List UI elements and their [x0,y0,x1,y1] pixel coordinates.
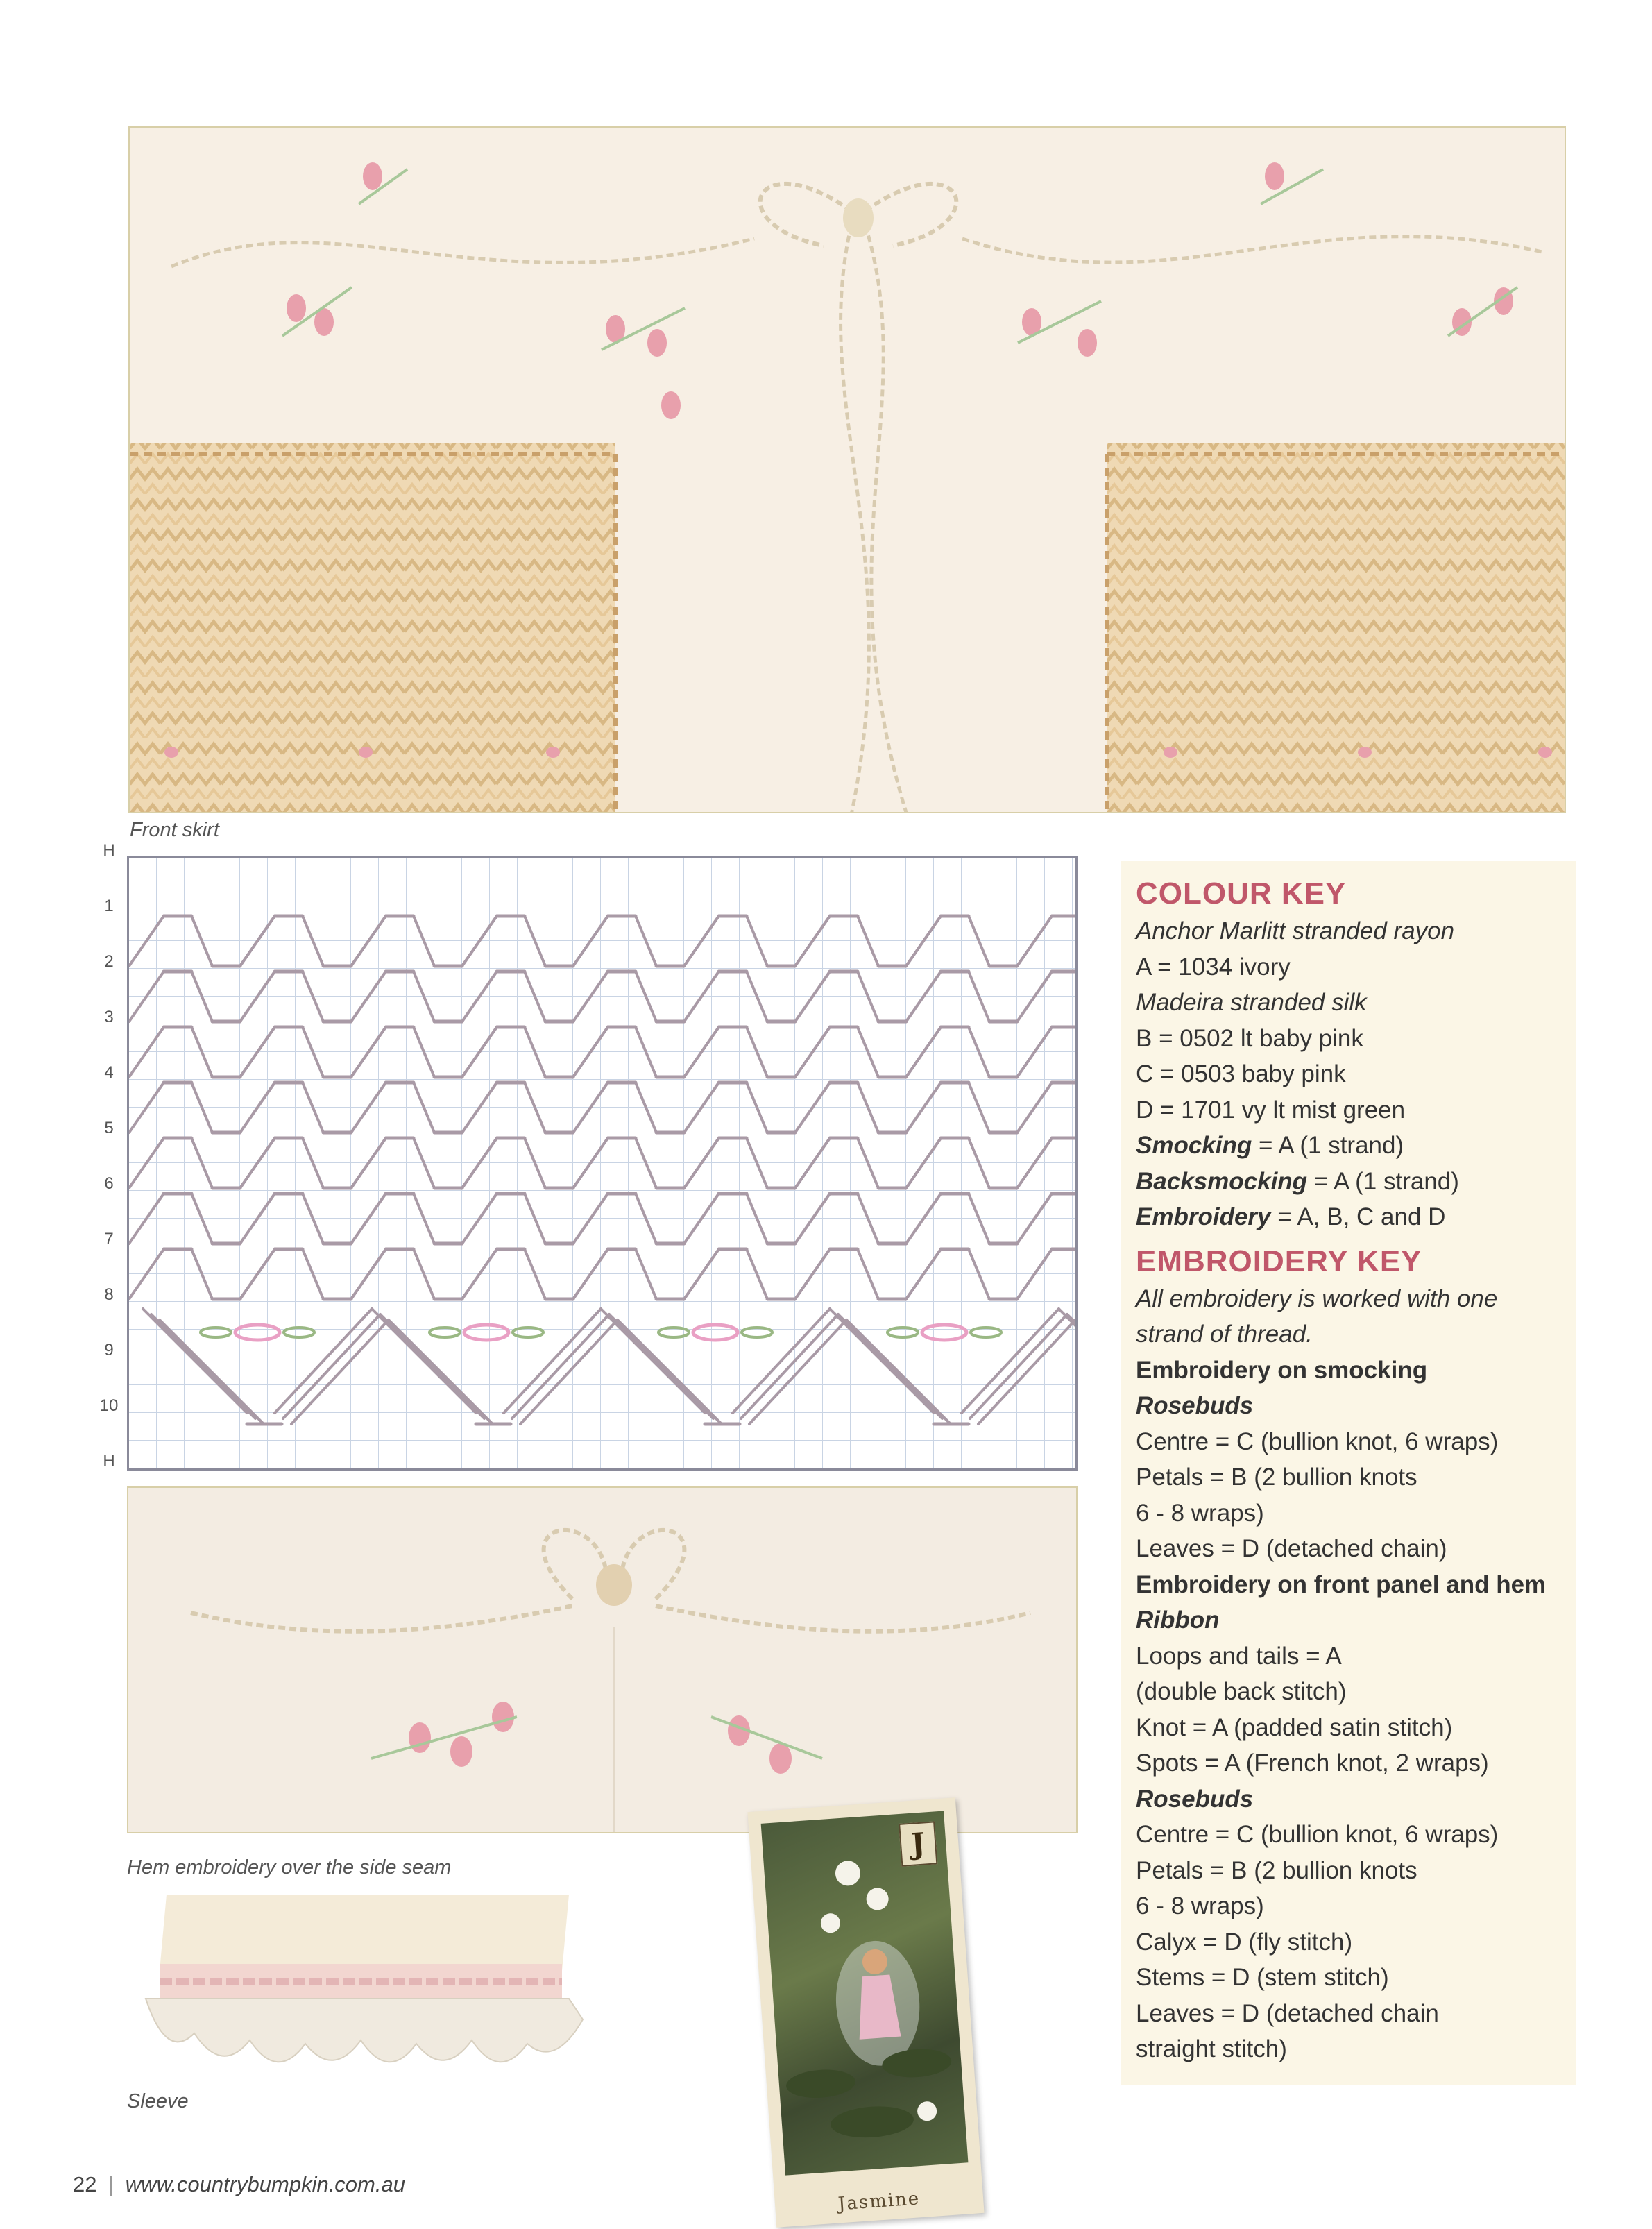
smocking-stitch [684,1138,719,1188]
card-name: Jasmine [837,2188,921,2215]
smocking-stitch [240,1194,275,1244]
front-skirt-caption: Front skirt [130,819,219,841]
embroidery-key-line: 6 - 8 wraps) [1136,1499,1264,1527]
colour-key-heading: COLOUR KEY [1136,876,1347,910]
embroidery-key-line: Calyx = D (fly stitch) [1136,1928,1353,1956]
embroidery-key-line: Knot = A (padded satin stitch) [1136,1713,1453,1741]
smocking-stitch [240,1083,275,1133]
fairy-illustration [761,1811,968,2169]
smocking-stitch [970,1314,1067,1418]
smocking-stitch [414,1138,434,1188]
graph-row-label: 4 [104,1063,114,1082]
smocking-stitch [795,1249,830,1299]
smocking-stitch [573,1194,608,1244]
page-number: 22 [73,2172,97,2196]
sleeve-photo [139,1895,590,2089]
smocking-graph-stitches [129,858,1075,1468]
colour-key-value: = A, B, C and D [1270,1203,1446,1230]
graph-row-label: 3 [104,1008,114,1026]
smocking-stitch [303,1083,323,1133]
smocking-stitch [414,1194,434,1244]
smocking-stitch [858,1083,878,1133]
smocking-stitch [351,916,386,966]
smocking-stitch [573,1083,608,1133]
smocking-stitch [906,1138,941,1188]
smocking-stitch [143,1309,247,1413]
colour-key-term: Smocking [1136,1132,1252,1159]
smocking-stitch [525,972,545,1022]
smocking-stitch [414,1083,434,1133]
smocking-stitch [191,916,212,966]
smocking-stitch [573,972,608,1022]
smocking-stitch [129,972,164,1022]
smocking-stitch [129,1027,164,1077]
graph-row-label: H [103,1452,115,1471]
smocking-stitch [684,972,719,1022]
smocking-stitch [684,1194,719,1244]
smocking-stitch [462,972,497,1022]
graph-row-label: H [103,841,115,860]
smocking-stitch [525,1194,545,1244]
rosebud-symbol [235,1325,280,1340]
embroidery-key-line: Leaves = D (detached chain [1136,1999,1439,2027]
smocking-stitch [795,972,830,1022]
leaf-symbol [429,1328,460,1337]
smocking-stitch [240,972,275,1022]
smocking-stitch [795,916,830,966]
embroidery-key-line: Petals = B (2 bullion knots [1136,1856,1417,1884]
front-skirt-illustration [130,128,1566,813]
smocking-stitch [747,1083,767,1133]
smocking-stitch [906,1083,941,1133]
embroidery-key-line: straight stitch) [1136,2035,1287,2062]
smocking-stitch [303,1194,323,1244]
leaf-symbol [658,1328,689,1337]
smocking-stitch [240,916,275,966]
smocking-stitch [858,1194,878,1244]
smocking-stitch [858,972,878,1022]
page-footer [73,2172,405,2197]
smocking-stitch [303,1138,323,1188]
smocking-stitch [525,1027,545,1077]
colour-key-line: C = 0503 baby pink [1136,1060,1346,1087]
smocking-stitch [414,1027,434,1077]
smocking-stitch [525,1083,545,1133]
colour-key-line: Anchor Marlitt stranded rayon [1136,917,1455,944]
front-skirt-photo [128,126,1566,813]
smocking-stitch [462,916,497,966]
smocking-stitch [240,1249,275,1299]
leaf-symbol [201,1328,231,1337]
smocking-stitch [191,1083,212,1133]
smocking-stitch [747,972,767,1022]
colour-key-line: D = 1701 vy lt mist green [1136,1096,1406,1124]
smocking-stitch [462,1249,497,1299]
leaf-symbol [971,1328,1001,1337]
sleeve-caption: Sleeve [127,2090,189,2112]
smocking-stitch [858,1138,878,1188]
smocking-stitch [636,1249,656,1299]
smocking-stitch [414,916,434,966]
smocking-stitch [191,1027,212,1077]
footer-separator: | [108,2172,114,2196]
smocking-stitch [747,1138,767,1188]
smocking-stitch [906,1027,941,1077]
hem-embroidery-photo [127,1486,1078,1833]
embroidery-key-line: Leaves = D (detached chain) [1136,1535,1447,1562]
smocking-stitch [636,916,656,966]
smocking-stitch [351,1249,386,1299]
smocking-stitch [372,1309,476,1413]
smocking-stitch [1017,1027,1052,1077]
smocking-stitch [351,1138,386,1188]
smocking-stitch [414,1249,434,1299]
smocking-stitch [160,1320,264,1424]
embroidery-key-line: Centre = C (bullion knot, 6 wraps) [1136,1821,1499,1848]
smocking-stitch [573,1249,608,1299]
smocking-stitch [906,972,941,1022]
smocking-stitch [846,1320,951,1424]
smocking-stitch [351,1194,386,1244]
smocking-stitch [240,1138,275,1188]
colour-key-value: = A (1 strand) [1307,1167,1459,1195]
smocking-stitch [303,1027,323,1077]
leaf-symbol [513,1328,543,1337]
smocking-stitch [747,1027,767,1077]
smocking-stitch [969,1249,989,1299]
colour-key-line: Madeira stranded silk [1136,989,1367,1016]
smocking-stitch [573,1027,608,1077]
smocking-stitch [462,1194,497,1244]
smocking-stitch [389,1320,493,1424]
smocking-stitch [303,1249,323,1299]
rosebud-symbol [922,1325,966,1340]
embroidery-key-line: All embroidery is worked with one [1136,1285,1498,1312]
embroidery-key-line: Spots = A (French knot, 2 wraps) [1136,1749,1489,1777]
hem-embroidery-illustration [128,1488,1078,1833]
smocking-stitch [1017,1138,1052,1188]
smocking-stitch [636,1194,656,1244]
smocking-stitch [684,1027,719,1077]
smocking-stitch [525,1138,545,1188]
graph-row-label: 10 [99,1396,119,1415]
embroidery-key-line: Rosebuds [1136,1785,1254,1813]
embroidery-key-line: Loops and tails = A [1136,1642,1342,1670]
graph-row-label: 2 [104,952,114,971]
smocking-stitch [601,1309,705,1413]
smocking-stitch [191,1138,212,1188]
graph-row-label: 9 [104,1341,114,1359]
smocking-stitch [462,1027,497,1077]
smocking-stitch [573,916,608,966]
embroidery-key-line: Ribbon [1136,1607,1220,1634]
smocking-stitch [962,1309,1059,1413]
smocking-stitch [906,1249,941,1299]
rosebud-symbol [693,1325,738,1340]
embroidery-key-line: Stems = D (stem stitch) [1136,1964,1389,1991]
leaf-symbol [887,1328,918,1337]
smocking-stitch [462,1138,497,1188]
smocking-stitch [747,1249,767,1299]
smocking-stitch [1067,1314,1075,1418]
smocking-stitch [969,1194,989,1244]
smocking-stitch [504,1309,601,1413]
smocking-stitch [303,972,323,1022]
smocking-stitch [462,1083,497,1133]
colour-key-line: A = 1034 ivory [1136,953,1291,981]
colour-key-line [1136,1128,1560,1164]
smocking-stitch [351,972,386,1022]
smocking-stitch [1059,1309,1075,1413]
smocking-stitch [684,1083,719,1133]
embroidery-key-line: Centre = C (bullion knot, 6 wraps) [1136,1427,1499,1455]
smocking-stitch [795,1194,830,1244]
smocking-stitch [283,1314,380,1418]
smocking-stitch [969,1027,989,1077]
smocking-stitch [303,916,323,966]
smocking-stitch [858,916,878,966]
leaf-symbol [284,1328,314,1337]
graph-row-label: 1 [104,897,114,915]
smocking-stitch [795,1083,830,1133]
colour-key-term: Embroidery [1136,1203,1271,1230]
smocking-stitch [795,1027,830,1077]
card-letter: J [899,1821,937,1866]
jasmine-fairy-card [747,1797,984,2227]
smocking-stitch [830,1309,934,1413]
smocking-stitch [969,972,989,1022]
embroidery-key-line: strand of thread. [1136,1321,1313,1348]
smocking-stitch [512,1314,609,1418]
smocking-stitch [747,916,767,966]
smocking-stitch [969,1083,989,1133]
smocking-stitch [858,1249,878,1299]
smocking-stitch [906,1194,941,1244]
smocking-stitch [240,1027,275,1077]
colour-key-line: B = 0502 lt baby pink [1136,1024,1363,1052]
embroidery-key-line: 6 - 8 wraps) [1136,1892,1264,1919]
graph-row-label: 7 [104,1230,114,1248]
smocking-stitch [636,1083,656,1133]
smocking-stitch [747,1194,767,1244]
smocking-stitch [414,972,434,1022]
smocking-graph [127,856,1078,1471]
smocking-stitch [741,1314,838,1418]
graph-row-label: 6 [104,1174,114,1193]
embroidery-key-line: Rosebuds [1136,1392,1254,1419]
colour-key-value: = A (1 strand) [1252,1132,1404,1159]
embroidery-key-line: Embroidery on front panel and hem [1136,1570,1547,1598]
smocking-stitch [191,972,212,1022]
smocking-stitch [525,1249,545,1299]
smocking-stitch [129,1083,164,1133]
smocking-stitch [1017,1083,1052,1133]
colour-key-term: Backsmocking [1136,1167,1308,1195]
colour-key-list [1136,913,1560,1235]
smocking-stitch [191,1194,212,1244]
smocking-stitch [1017,972,1052,1022]
smocking-stitch [684,916,719,966]
smocking-stitch [351,1083,386,1133]
smocking-stitch [1017,916,1052,966]
embroidery-key-list [1136,1281,1560,2067]
embroidery-key-line: Petals = B (2 bullion knots [1136,1464,1417,1491]
smocking-stitch [906,916,941,966]
smocking-stitch [1017,1194,1052,1244]
leaf-symbol [742,1328,772,1337]
smocking-stitch [275,1309,372,1413]
smocking-stitch [573,1138,608,1188]
smocking-stitch [969,1138,989,1188]
smocking-stitch [351,1027,386,1077]
smocking-stitch [684,1249,719,1299]
card-illustration [761,1811,969,2175]
embroidery-key-line: Embroidery on smocking [1136,1356,1428,1384]
smocking-stitch [795,1138,830,1188]
embroidery-key-line: (double back stitch) [1136,1678,1347,1705]
colour-key-line [1136,1164,1560,1200]
graph-row-label: 8 [104,1285,114,1304]
hem-caption: Hem embroidery over the side seam [127,1856,452,1879]
colour-key-line [1136,1199,1560,1235]
smocking-stitch [636,1027,656,1077]
smocking-stitch [525,916,545,966]
smocking-stitch [858,1027,878,1077]
smocking-stitch [636,972,656,1022]
key-panel [1121,861,1576,2085]
embroidery-key-heading: EMBROIDERY KEY [1136,1244,1422,1278]
smocking-stitch [1017,1249,1052,1299]
smocking-stitch [636,1138,656,1188]
smocking-stitch [618,1320,722,1424]
smocking-stitch [733,1309,830,1413]
rosebud-symbol [464,1325,509,1340]
smocking-stitch [129,1194,164,1244]
smocking-stitch [129,1138,164,1188]
footer-url: www.countrybumpkin.com.au [125,2172,405,2196]
smocking-stitch [129,916,164,966]
graph-row-label: 5 [104,1119,114,1137]
smocking-stitch [129,1249,164,1299]
sleeve-illustration [139,1895,590,2089]
smocking-stitch [969,916,989,966]
smocking-stitch [191,1249,212,1299]
